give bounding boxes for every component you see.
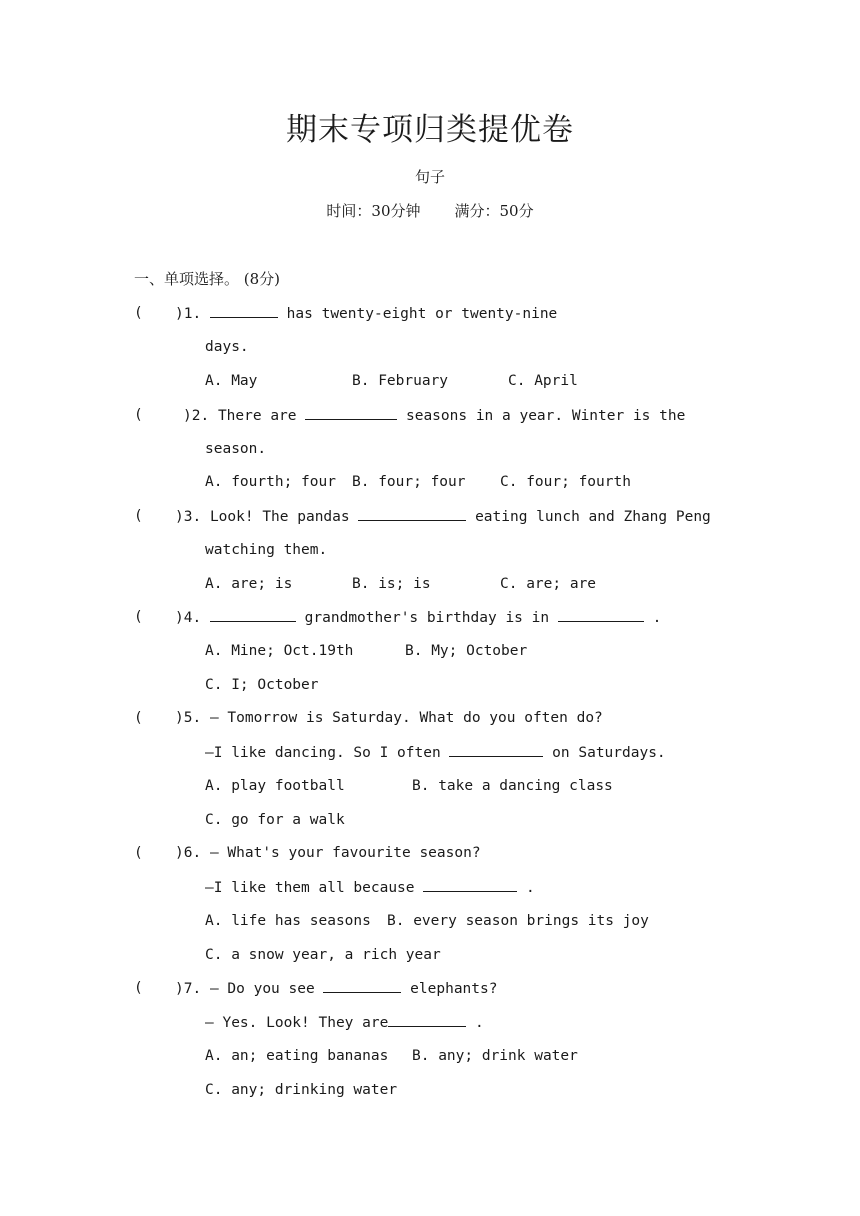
answer-paren[interactable]: (: [134, 407, 143, 423]
question-text: elephants?: [401, 981, 498, 997]
answer-blank: [210, 303, 278, 318]
option-c: C. go for a walk: [205, 812, 345, 828]
question-text: —I like them all because: [205, 880, 424, 896]
option-c: C. April: [508, 373, 578, 389]
question-text: — Yes. Look! They are: [205, 1015, 389, 1031]
answer-paren[interactable]: (: [134, 305, 143, 321]
question-text: seasons in a year. Winter is the: [397, 408, 686, 424]
question-number: )7.: [175, 981, 202, 997]
option-c: C. any; drinking water: [205, 1082, 398, 1098]
option-b: B. is; is: [352, 576, 431, 592]
question-2-line-2: season.: [205, 441, 267, 457]
option-b: B. My; October: [405, 643, 528, 659]
answer-blank: [423, 877, 517, 892]
question-6: [175, 843, 481, 863]
option-b: B. take a dancing class: [412, 778, 613, 794]
answer-paren[interactable]: (: [134, 980, 143, 996]
answer-blank: [388, 1012, 466, 1027]
answer-blank: [358, 506, 466, 521]
question-7-line-2: [205, 1012, 484, 1033]
question-3: [175, 506, 711, 527]
question-number: )2.: [183, 408, 210, 424]
answer-paren[interactable]: (: [134, 845, 143, 861]
question-number: )1.: [175, 306, 202, 322]
answer-blank: [558, 607, 644, 622]
question-3-line-2: watching them.: [205, 542, 328, 558]
option-a: A. are; is: [205, 576, 293, 592]
option-a: A. Mine; Oct.19th: [205, 643, 354, 659]
time-limit: 时间：30分钟: [326, 202, 421, 220]
exam-meta: [0, 200, 860, 221]
option-a: A. fourth; four: [205, 474, 336, 490]
question-1: [175, 303, 557, 324]
full-score: 满分：50分: [454, 202, 534, 220]
question-text: —I like dancing. So I often: [205, 745, 450, 761]
question-text: eating lunch and Zhang Peng: [466, 509, 711, 525]
question-number: )4.: [175, 610, 202, 626]
question-text: .: [643, 610, 662, 626]
answer-blank: [305, 405, 397, 420]
answer-blank: [449, 742, 543, 757]
question-text: grandmother's birthday is in: [295, 610, 558, 626]
question-text: — Do you see: [209, 981, 324, 997]
question-text: on Saturdays.: [543, 745, 666, 761]
option-c: C. are; are: [500, 576, 597, 592]
answer-paren[interactable]: (: [134, 508, 143, 524]
question-4: [175, 607, 661, 628]
page-subtitle: 句子: [414, 168, 445, 186]
question-text: .: [517, 880, 535, 896]
option-b: B. any; drink water: [412, 1048, 578, 1064]
option-c: C. four; fourth: [500, 474, 631, 490]
option-a: A. an; eating bananas: [205, 1048, 389, 1064]
option-b: B. February: [352, 373, 449, 389]
option-b: B. every season brings its joy: [387, 913, 649, 929]
question-6-line-2: [205, 877, 535, 898]
option-a: A. May: [205, 373, 258, 389]
option-c: C. I; October: [205, 677, 319, 693]
question-text: — What's your favourite season?: [209, 845, 481, 861]
question-number: )3.: [175, 509, 202, 525]
question-text: There are: [217, 408, 306, 424]
question-text: Look! The pandas: [209, 509, 359, 525]
question-text: has twenty-eight or twenty-nine: [277, 306, 558, 322]
option-a: A. life has seasons: [205, 913, 371, 929]
page-title: 期末专项归类提优卷: [286, 112, 574, 148]
answer-paren[interactable]: (: [134, 710, 143, 726]
question-1-line-2: days.: [205, 339, 249, 355]
answer-paren[interactable]: (: [134, 609, 143, 625]
answer-blank: [210, 607, 296, 622]
section-heading: 一、单项选择。 (8分): [134, 270, 281, 288]
option-b: B. four; four: [352, 474, 466, 490]
question-number: )5.: [175, 710, 202, 726]
question-text: — Tomorrow is Saturday. What do you often do?: [209, 710, 603, 726]
question-text: .: [466, 1015, 484, 1031]
question-number: )6.: [175, 845, 202, 861]
question-7: [175, 978, 497, 999]
answer-blank: [323, 978, 401, 993]
option-c: C. a snow year, a rich year: [205, 947, 441, 963]
option-a: A. play football: [205, 778, 345, 794]
question-2: [183, 405, 685, 426]
question-5-line-2: [205, 742, 666, 763]
question-5: [175, 708, 603, 728]
